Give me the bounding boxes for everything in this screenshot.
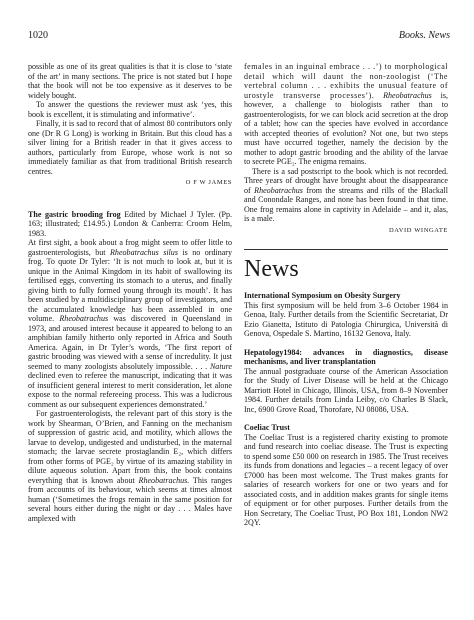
review2-p1-genus-2: Rheobatrachus [59, 314, 109, 323]
news-item [244, 291, 448, 339]
review2-postscript [244, 167, 448, 224]
review2-p2-text-b: This ranges from accounts of its behaviour, which seems at times almost human (‘Sometimes the frogs remain in the same position for several hours either during the night or day . . . Males have amplexed with [28, 475, 232, 523]
news-divider [244, 249, 448, 250]
review2-postscript-genus: Rheobatrachus [254, 185, 303, 195]
review2-p1-nature: Nature [209, 361, 232, 371]
review1-paragraph-2: To answer the questions the reviewer must ask ‘yes, this book is excellent, it is stimulating and informative’. [28, 100, 232, 119]
news-item [244, 423, 448, 528]
review1-paragraph-1: possible as one of its great qualities is that it is close to ‘state of the art’ in many sections. The price is not stated but I hope that the book will not be too expensive as it deserves to be widely bought. [28, 62, 232, 100]
review2-heading [28, 210, 232, 239]
news-item-title: International Symposium on Obesity Surgery [244, 291, 401, 300]
review2-p1-genus: Rheobatrachus silus [110, 247, 178, 257]
news-heading: News [244, 256, 299, 282]
news-item-title: Coeliac Trust [244, 423, 290, 432]
review2-continued-genus: Rheobatrachus [383, 90, 432, 100]
review2-continued-text-a: females in an inguinal embrace . . .’) to morphological detail which will daunt the non-zoologist (‘The vertebral column . . . exhibits the unusual feature of urostyle transverse processes’). [244, 62, 448, 100]
review2-postscript-text-b: from the streams and rills of the Blackall and Conondale Ranges, and none has been found in that time. One frog remains alone in captivity in Adelaide – and it, alas, is a male. [244, 185, 449, 223]
review2-p1-text-a: At first sight, a book about a frog might seem to offer little to gastroenterologists, but [28, 238, 232, 257]
right-column [244, 62, 448, 528]
review2-paragraph-2 [28, 409, 232, 523]
news-item-body: This first symposium will be held from 3–6 October 1984 in Genoa, Italy. Further details from the Scientific Secretariat, Dr Ezio Gianetta, Istituto di Patologia Chirurgica, Università di Genova, Ospedale S. Martino, 16132 Genova, Italy. [244, 300, 448, 338]
review2-paragraph-1 [28, 238, 232, 409]
review1-signature: O F W JAMES [185, 179, 232, 186]
review2-p2-genus: Rheobatrachus. [138, 475, 190, 485]
news-item [244, 348, 448, 415]
review2-postscript-text-a: There is a sad postscript to the book which is not recorded. Three years of drought have brought about the disappearance of [244, 166, 448, 195]
page-number: 1020 [28, 30, 48, 41]
review2-title: The gastric brooding frog [28, 209, 121, 219]
review2-signature: DAVID WINGATE [388, 226, 448, 234]
left-column [28, 62, 232, 523]
news-item-body: The Coeliac Trust is a registered charity existing to promote and fund research into coeliac disease. The Trust is expecting to spend some £50 000 on research in 1985. The Trust receives its funds from donations and legacies – a recent legacy of over £7000 has been most welcome. The Trust makes grants for salaries of research workers for one or two years and for associated costs, and in addition makes grants for single items of equipment or for other purposes. Further details from the Hon Secretary, The Coeliac Trust, PO Box 181, London NW2 2QY. [244, 432, 448, 527]
review2-details: Edited by Michael J Tyler. (Pp. 163; illustrated; £14.95.) London & Canberra: Croom Helm, 1983. [28, 209, 233, 238]
news-item-body: The annual postgraduate course of the American Association for the Study of Liver Disease will be held at the Chicago Marriott Hotel in Chicago, Illinois, USA, from 8–9 November 1984. Further details from Linda Leiby, c/o Charles B Slack, Inc, 6900 Grove Road, Thorofare, NJ 08086, USA. [244, 366, 448, 414]
review2-continued [244, 62, 448, 167]
review2-continued-text-b: is, however, a challenge to biologists rather than to gastroenterologists, for we can block acid secretion at the drop of a tablet; how can the species have evolved in accordance with accepted theories of evolution? Not one, but two steps must have occurred together, namely the decision by the mother to adopt gastric brooding and the ability of the larvae to secrete PGE₂. The enigma remains. [244, 90, 448, 166]
running-head: Books. News [398, 30, 450, 41]
review1-paragraph-3: Finally, it is sad to record that of almost 80 contributors only one (Dr R G Long) is working in Britain. But this cloud has a silver lining for a British reader in that it gives access to authors, particularly from Europe, whose work is not so immediately familiar as that from traditional British research centres. [28, 119, 232, 176]
page-header [28, 30, 450, 44]
news-item-title: Hepatology1984: advances in diagnostics, disease mechanisms, and liver transplantation [244, 347, 448, 366]
review2-p1-text-b: is no ordinary frog. To quote Dr Tyler: ‘It is not much to look at, but it is unique in the Animal Kingdom in its habit of swallowing its fertilised eggs, converting its stomach to a uterus, and finally giving birth to fully formed young through its mouth’. It has been studied by a multidisciplinary group of investigators, and the accumulated knowledge has been assembled in one volume. [28, 247, 233, 323]
review2-p2-text-a: For gastroenterologists, the relevant part of this story is the work by Shearman, O’Brien, and Fanning on the mechanism of suppression of gastric acid, and motility, which allows the larvae to develop, undigested and undisturbed, in the maternal stomach; the larvae secrete prostaglandin E₂, which differs from other forms of PGE₂ by virtue of its amazing stability in dilute aqueous solution. Apart from this, the book contains everything that is known about [28, 409, 232, 485]
review2-p1-text-c: was discovered in Queensland in 1973, and aroused interest because it appeared to belong to an amphibian family hitherto only reported in Africa and South America. Again, in Dr Tyler’s words, ‘The first report of gastric brooding was viewed with a sense of incredulity. It just seemed to many zoologists absolutely impossible. . . . [28, 314, 233, 371]
review2-p1-text-d: declined even to referee the manuscript, indicating that it was of insufficient general interest to merit consideration, let alone expose to the normal refereeing process. This was a ludicrous comment as our subsequent experiences demonstrated.’ [28, 371, 232, 409]
